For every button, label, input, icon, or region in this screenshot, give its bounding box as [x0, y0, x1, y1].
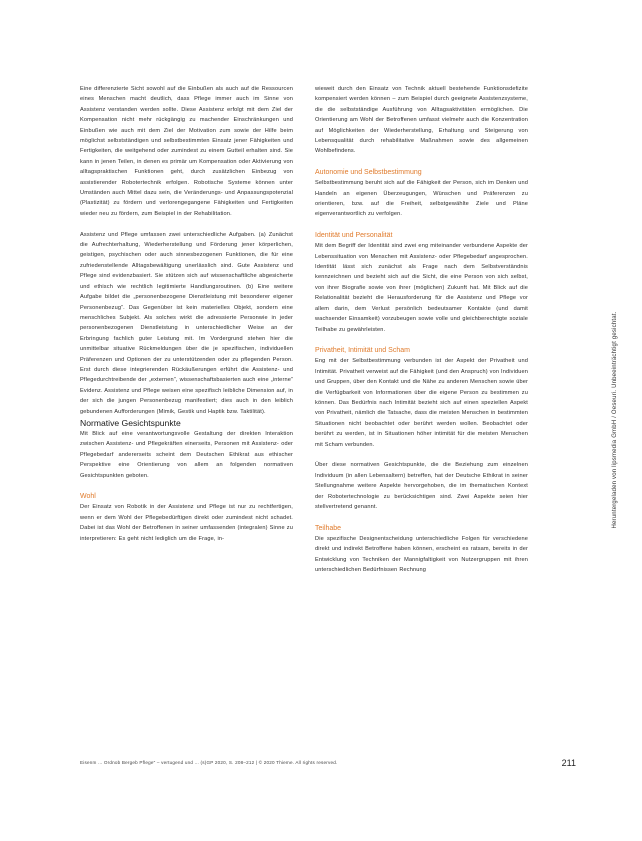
- body-paragraph: Über diese normativen Gesichtspunkte, die die Beziehung zum einzelnen Individuum (in allen Lebensaltern) betreffen, hat der Deutsche Ethikrat in seiner Stellungnahme weitere Aspekte hervorgehoben, die im thematischen Kontext der Robotertechnologie zu berücksichtigen sind. Zwei Aspekte seien hier stellvertretend genannt.: [315, 462, 528, 510]
- footer-citation: Eisenm ... Ordnob Bergeb Pflege" – vertugend und ... (s)GP 2020, S. 208–212 | © 2020 Thieme. All rights reserved.: [80, 760, 338, 765]
- body-paragraph: Selbstbestimmung beruht sich auf die Fähigkeit der Person, sich im Denken und Handeln an eigenen Überzeugungen, Wünschen und Präferenzen zu orientieren, bzw. auf die Freiheit, selbstgewählte Ziele und Pläne eigenverantwortlich zu verfolgen.: [315, 180, 528, 218]
- body-paragraph: Mit dem Begriff der Identität sind zwei eng miteinander verbundene Aspekte der Lebenssituation von Menschen mit Assistenz- oder Pflegebedarf angesprochen. Identität lässt sich zunächst als Frage nach dem Selbstverständnis kennzeichnen und bezieht sich auf die Sicht, die eine Person von sich selbst, von ihrer Biografie sowie von ihrer (möglichen) Zukunft hat. Mit Blick auf die Relationalität bezieht die Herausforderung für die Assistenz und Pflege vor allem darin, dem Verlust persönlich bedeutsamer Kontakte (und damit wachsender Einsamkeit) vorzubeugen sowie volle und gleichberechtigte soziale Teilhabe zu gewährleisten.: [315, 243, 528, 333]
- body-paragraph: Der Einsatz von Robotik in der Assistenz und Pflege ist nur zu rechtfertigen, wenn er dem Wohl der Pflegebedürftigen direkt oder zumindest nicht schadet. Dabei ist das Wohl der Betroffenen in seiner umfassenden (integralen) Sinne zu interpretieren: Es geht nicht lediglich um die Frage, in-: [80, 504, 293, 542]
- subheading-autonomy: Autonomie und Selbstbestimmung: [315, 169, 422, 177]
- body-paragraph: Mit Blick auf eine verantwortungsvolle Gestaltung der direkten Interaktion zwischen Assistenz- und Pflegekräften einerseits, Personen mit Assistenz- oder Pflegebedarf andererseits scheint dem Deutschen Ethikrat aus ethischer Perspektive eine Orientierung von allem an folgenden normativen Gesichtspunkten geboten.: [80, 430, 293, 479]
- section-heading-normative: Normative Gesichtspunkte: [80, 417, 181, 428]
- body-paragraph: Die spezifische Designentscheidung unterschiedliche Folgen für verschiedene direkt und indirekt Betroffene haben können, erscheint es ratsam, bereits in der Entwicklung von Techniken der Mannigfaltigkeit von Nutzergruppen mit ihren unterschiedlichen Bedürfnissen Rechnung: [315, 535, 528, 573]
- left-column: [80, 84, 293, 544]
- body-paragraph: Assistenz und Pflege umfassen zwei unterschiedliche Aufgaben. (a) Zunächst die Aufrechterhaltung, Wiederherstellung und Förderung jener körperlichen, geistigen, psychischen oder auch sinnesbezogenen Funktionen, die für eine zufriedenstellende Alltagsbewältigung unerlässlich sind. Gute Assistenz und Pflege sind evidenzbasiert. Sie stützen sich auf wissenschaftliche abgesicherte und ethisch wie rechtlich legitimierte Handlungsroutinen. (b) Eine weitere Aufgabe bildet die „personenbezogene Dienstleistung mit besonderer eigener Personenbezug“. Das Gegenüber ist kein materielles Objekt, sondern eine menschliches Subjekt. Als solches wirkt die adressierte Personwie in jeder personenbezogenen Dienstleistung in unterschiedlicher Weise an der Erbringung fachlich guter Leistung mit. Im Vordergrund stehen hier die unmittelbar situative Rückmeldungen über die je spezifischen, individuellen Präferenzen und Optionen der zu unterstützenden oder zu pflegenden Person. Erst durch diese integrierenden Rückäußerungen erführt die Assistenz- und Pflegedurchtreibende der „externen“, wissenschaftsbasierten auch eine „interne“ Evidenz. Assistenz und Pflege weisen eine spezifisch leibliche Dimension auf, in der sich die jungen Personenbezug manifestiert; dies auch in den leiblich gebundenen Aufforderungen (Mimik, Gestik und Haptik bzw. Taktilität).: [80, 231, 293, 415]
- page-footer: [80, 758, 600, 770]
- subheading-privacy: Privatheit, Intimität und Scham: [315, 347, 410, 355]
- page-number: 211: [561, 758, 576, 768]
- subheading-identity: Identität und Personalität: [315, 232, 393, 240]
- body-paragraph: wieweit durch den Einsatz von Technik aktuell bestehende Funktionsdefizite kompensiert werden können – zum Beispiel durch geeignete Assistenzsysteme, die die selbstständige Ausführung von Alltagsaktivitäten ermöglichen. Die Orientierung am Wohl der Betroffenen umfasst vielmehr auch die Konzentration auf Möglichkeiten der Wiederherstellung, Erhaltung und Steigerung von Lebensqualität durch rehabilitative Maßnahmen sowie des allgemeinen Wohlbefindens.: [315, 86, 528, 155]
- subheading-teilhabe: Teilhabe: [315, 524, 342, 532]
- download-note: [608, 230, 622, 610]
- body-paragraph: Eng mit der Selbstbestimmung verbunden ist der Aspekt der Privatheit und Intimität. Privatheit verweist auf die Fähigkeit (und den Anspruch) von Individuen und Gruppen, über den Kontakt und die Nähe zu anderen Menschen sowie über die Verfügbarkeit von Informationen über die eigene Person zu bestimmen zu können. Das Bedürfnis nach Intimität bezieht sich auf einen speziellen Aspekt von Privatheit, nämlich die Tatsache, dass die meisten Menschen in bestimmten Situationen nicht beobachtet oder berührt werden wollen. Beobachtet oder berührt zu werden, ist in Situationen höher intimität für die meisten Menschen mit Scham verbunden.: [315, 358, 528, 448]
- subheading-wohl: Wohl: [80, 493, 96, 501]
- body-paragraph: Eine differenzierte Sicht sowohl auf die Einbußen als auch auf die Ressourcen eines Menschen macht deutlich, dass Pflege immer auch im Sinne von Assistenz verstanden werden sollte. Diese Assistenz erfolgt mit dem Ziel der Kompensation nicht mehr rückgängig zu machender Einschränkungen und Einbußen wie auch mit dem Ziel der Motivation zum sowie der Hilfe beim möglichst selbstständigen und selbstbestimmten Einsatz jener Fähigkeiten und Fertigkeiten, die weitgehend oder zumindest zu einem Gutteil erhalten sind. Sie kann in jenen Teilen, in denen es primär um Kompensation oder Aktivierung von alltagspraktischen Funktionen geht, durch zusätzlichen Einbezug von assistierender Robotertechnik erfolgen. Robotische Systeme können unter Umständen auch Mittel dazu sein, die Veränderungs- und Anpassungspotenzial (Plastizität) zu fördern und verlorengegangene Fähigkeiten und Fertigkeiten wieder neu zu fördern, zum Beispiel in der Rehabilitation.: [80, 86, 293, 217]
- download-note-text: Heruntergeladen von lipsmedia GmbH / Oeseuri. Unbeeinträchtigt gesichtat.: [612, 311, 618, 529]
- right-column: [315, 84, 528, 575]
